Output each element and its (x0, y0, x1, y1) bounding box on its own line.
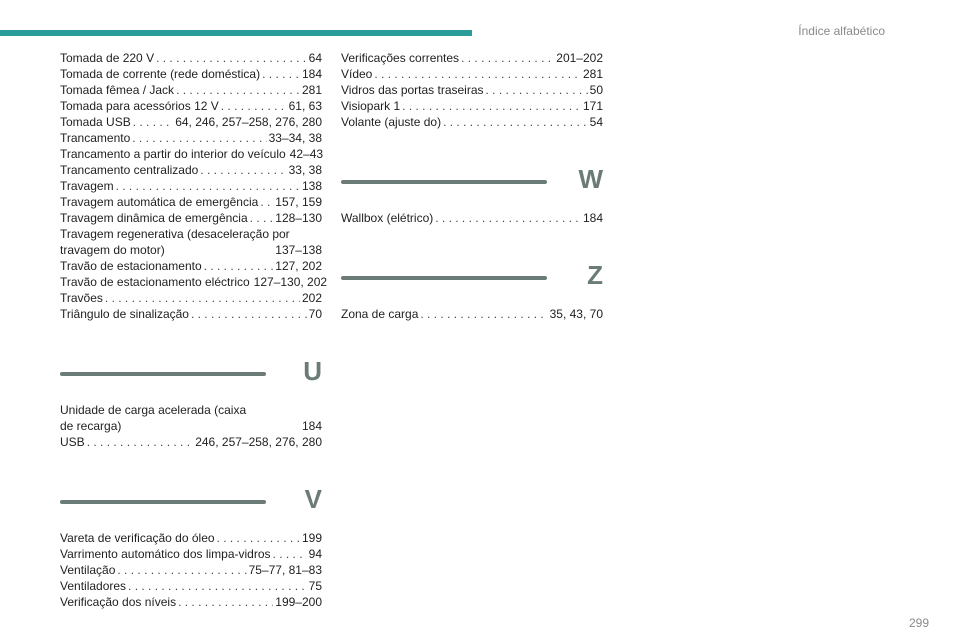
index-entry: Ventilação . . . 75–77, 81–83 (60, 562, 322, 578)
section-title: Índice alfabético (798, 24, 885, 38)
section-divider (341, 180, 547, 184)
index-entry: Tomada fêmea / Jack . . . 281 (60, 82, 322, 98)
index-entry: Travagem regenerativa (desaceleração por travagem do motor) 137–138 (60, 227, 322, 257)
index-entry: Tomada USB . . . 64, 246, 257–258, 276, 280 (60, 114, 322, 130)
index-entry: Tomada de 220 V . . . 64 (60, 50, 322, 66)
index-entry: USB . . . 246, 257–258, 276, 280 (60, 434, 322, 450)
section-header-v (60, 484, 322, 530)
section-divider (341, 276, 547, 280)
section-header-u (60, 356, 322, 402)
index-entry: Ventiladores . . . 75 (60, 578, 322, 594)
index-entry: Trancamento centralizado . . . 33, 38 (60, 162, 322, 178)
index-entry: Triângulo de sinalização . . . 70 (60, 306, 322, 322)
index-entry: Vidros das portas traseiras . . . 50 (341, 82, 603, 98)
header-accent-bar (0, 30, 472, 36)
index-entry: Vareta de verificação do óleo . . . 199 (60, 530, 322, 546)
index-entry: Visiopark 1 . . . 171 (341, 98, 603, 114)
index-entry: Travão de estacionamento . . . 127, 202 (60, 258, 322, 274)
index-entry: Verificação dos níveis . . . 199–200 (60, 594, 322, 610)
index-entry: Wallbox (elétrico) . . . 184 (341, 210, 603, 226)
index-entry: Zona de carga . . . 35, 43, 70 (341, 306, 603, 322)
section-header-w (341, 164, 603, 210)
index-entry: Trancamento . . . 33–34, 38 (60, 130, 322, 146)
index-entry: Trancamento a partir do interior do veículo 42–43 (60, 147, 324, 161)
section-letter: V (304, 484, 322, 514)
index-entry: Varrimento automático dos limpa-vidros . . . 94 (60, 546, 322, 562)
index-entry: Volante (ajuste do) . . . 54 (341, 114, 603, 130)
index-entry: Travagem automática de emergência . . . 157, 159 (60, 194, 322, 210)
index-entry: Unidade de carga acelerada (caixa de recarga) 184 (60, 403, 322, 433)
section-letter: U (303, 356, 322, 386)
section-divider (60, 372, 266, 376)
section-letter: Z (587, 260, 603, 290)
index-entry: Travão de estacionamento eléctrico 127–130, 202 (60, 275, 328, 289)
index-entry: Verificações correntes . . . 201–202 (341, 50, 603, 66)
index-column-left (60, 50, 328, 610)
index-entry: Travões . . . 202 (60, 290, 322, 306)
index-column-right (341, 50, 603, 322)
page-number: 299 (908, 616, 929, 630)
section-divider (60, 500, 266, 504)
index-entry: Tomada de corrente (rede doméstica) . . . 184 (60, 66, 322, 82)
index-entry: Tomada para acessórios 12 V . . . 61, 63 (60, 98, 322, 114)
section-letter: W (578, 164, 603, 194)
section-header-z (341, 260, 603, 306)
index-entry: Travagem dinâmica de emergência . . . 128–130 (60, 210, 322, 226)
index-entry: Travagem . . . 138 (60, 178, 322, 194)
index-entry: Vídeo . . . 281 (341, 66, 603, 82)
